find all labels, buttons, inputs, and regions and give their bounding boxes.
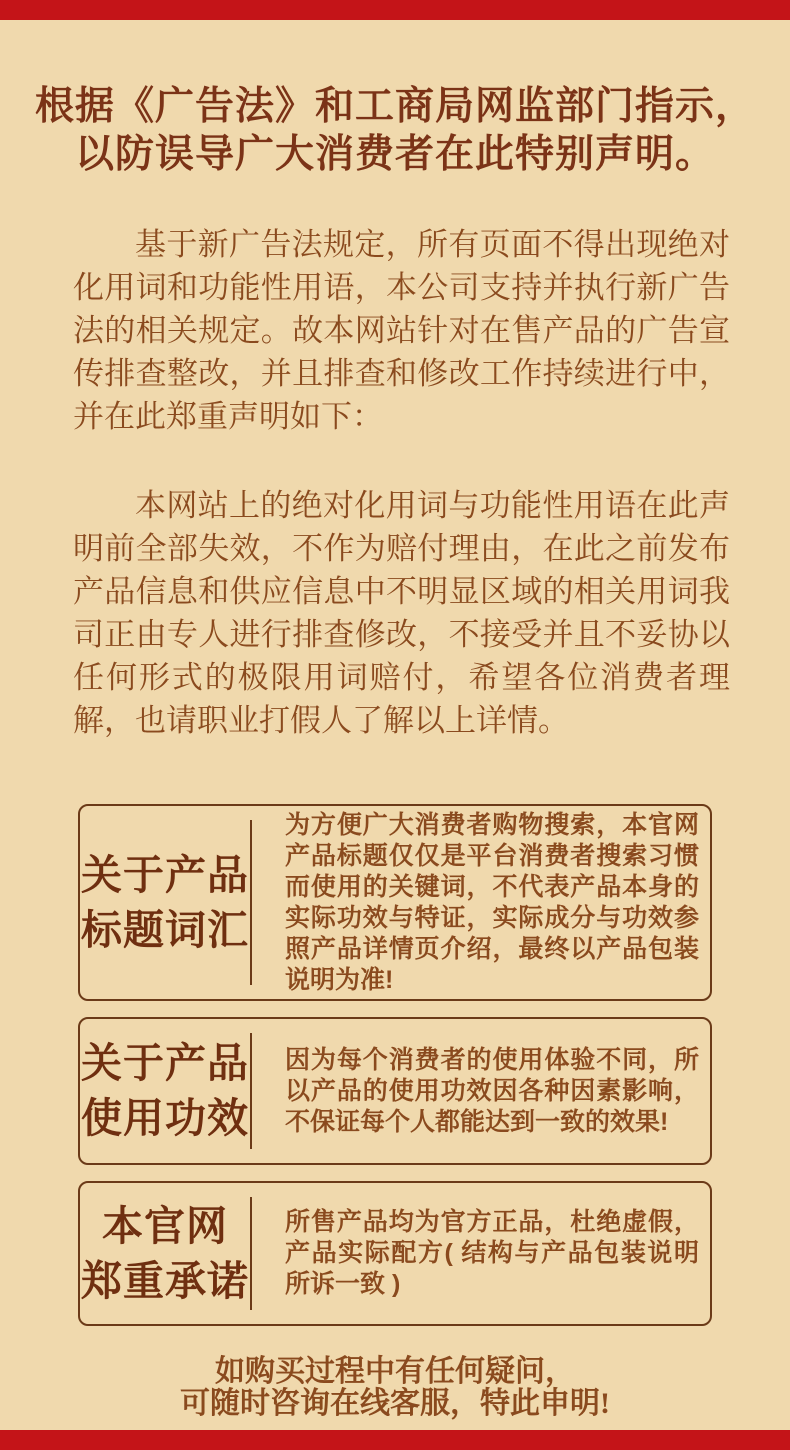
- page-title: [0, 83, 790, 179]
- box-label-line2: 使用功效: [81, 1095, 249, 1141]
- notice-box-title-keywords: [78, 804, 712, 1001]
- statement-paragraph-1: 基于新广告法规定，所有页面不得出现绝对化用词和功能性用语，本公司支持并执行新广告法的相关规定。故本网站针对在售产品的广告宣传排查整改，并且排查和修改工作持续进行中，并在此郑重声明如下：: [73, 227, 730, 434]
- bottom-red-bar: [0, 1430, 790, 1450]
- box-text-content: 为方便广大消费者购物搜索，本官网产品标题仅仅是平台消费者搜索习惯而使用的关键词，不代表产品本身的实际功效与特证，实际成分与功效参照产品详情页介绍，最终以产品包装说明为准!: [285, 810, 699, 994]
- footer-note-line2: 可随时咨询在线客服，特此申明!: [180, 1387, 610, 1420]
- box-label-line2: 郑重承诺: [81, 1257, 249, 1304]
- statement-paragraph-2: 本网站上的绝对化用词与功能性用语在此声明前全部失效，不作为赔付理由，在此之前发布产品信息和供应信息中不明显区域的相关用词我司正由专人进行排查修改，不接受并且不妥协以任何形式的极限用词赔付，希望各位消费者理解，也请职业打假人了解以上详情。: [73, 488, 730, 738]
- box-text-usage-effect: [252, 1019, 710, 1163]
- page-title-line1: 根据《广告法》和工商局网监部门指示，: [34, 85, 755, 128]
- box-label-usage-effect: [80, 1019, 250, 1163]
- statement-section: [73, 223, 730, 742]
- box-text-official-promise: [252, 1183, 710, 1324]
- box-text-content: 因为每个消费者的使用体验不同，所以产品的使用功效因各种因素影响，不保证每个人都能达到一致的效果!: [285, 1045, 699, 1136]
- box-label-title-keywords: [80, 806, 250, 999]
- box-label-official-promise: [80, 1183, 250, 1324]
- box-text-content: 所售产品均为官方正品，杜绝虚假，产品实际配方( 结构与产品包装说明所诉一致 ): [285, 1208, 699, 1298]
- box-text-title-keywords: [252, 806, 710, 999]
- box-label-line1: 关于产品: [81, 851, 249, 898]
- top-red-bar: [0, 0, 790, 20]
- footer-note: [0, 1356, 790, 1420]
- notice-box-list: [78, 804, 712, 1326]
- box-label-line1: 本官网: [102, 1202, 228, 1249]
- notice-box-official-promise: [78, 1181, 712, 1326]
- box-label-line2: 标题词汇: [81, 906, 249, 953]
- footer-note-line1: 如购买过程中有任何疑问，: [215, 1355, 575, 1388]
- notice-box-usage-effect: [78, 1017, 712, 1165]
- page-title-line2: 以防误导广大消费者在此特别声明。: [74, 133, 715, 176]
- box-label-line1: 关于产品: [81, 1040, 249, 1086]
